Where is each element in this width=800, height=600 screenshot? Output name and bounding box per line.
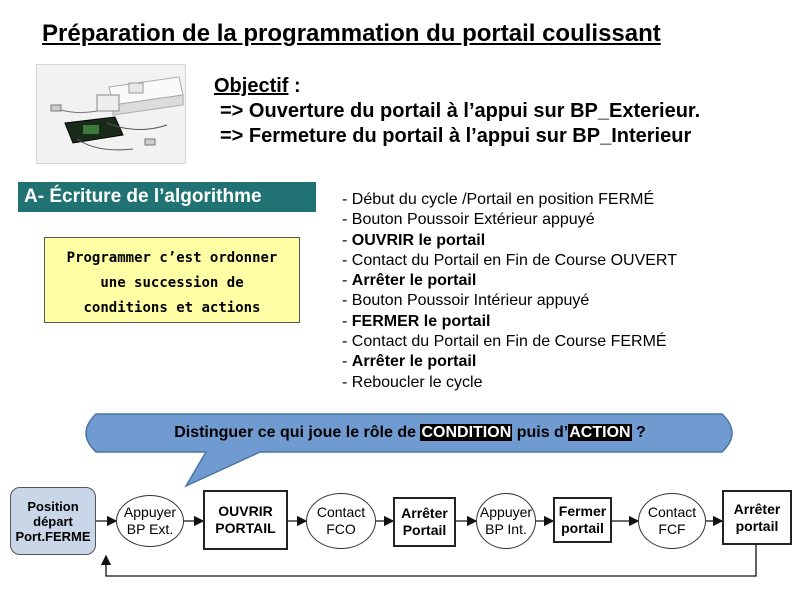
objective-line-close: => Fermeture du portail à l’appui sur BP_Interieur <box>220 125 692 147</box>
section-header: A- Écriture de l’algorithme <box>18 182 316 212</box>
step-item: - Arrêter le portail <box>342 353 477 371</box>
step-item: - FERMER le portail <box>342 312 491 330</box>
step-item: - Début du cycle /Portail en position FERMÉ <box>342 191 655 208</box>
objective-line-open: => Ouverture du portail à l’appui sur BP_Exterieur. <box>220 100 701 122</box>
step-item: - Arrêter le portail <box>342 272 477 290</box>
flow-node-action: Arrêter portail <box>722 490 792 545</box>
flow-node-action: Arrêter Portail <box>393 497 456 547</box>
step-item: - Bouton Poussoir Extérieur appuyé <box>342 211 595 229</box>
flow-node-action: OUVRIR PORTAIL <box>203 490 288 550</box>
objective-colon: : <box>288 75 301 97</box>
step-item: - Reboucler le cycle <box>342 373 483 391</box>
step-item: - Contact du Portail en Fin de Course OUVERT <box>342 251 677 269</box>
callout-text: Distinguer ce qui joue le rôle de CONDITION puis d’ACTION ? <box>174 424 646 441</box>
flow-node-condition: Appuyer BP Int. <box>476 493 536 549</box>
objective-label: Objectif <box>214 75 289 97</box>
flow-start-node: Position départ Port.FERME <box>10 487 96 555</box>
flow-node-condition: Contact FCO <box>306 493 376 549</box>
highlight-condition: CONDITION <box>421 424 512 441</box>
page-title: Préparation de la programmation du portail coulissant <box>42 20 661 47</box>
note-line: une succession de <box>100 275 244 291</box>
step-item: - Contact du Portail en Fin de Course FERMÉ <box>342 333 667 351</box>
note-line: conditions et actions <box>83 300 261 316</box>
step-item: - OUVRIR le portail <box>342 231 486 249</box>
highlight-action: ACTION <box>569 424 631 441</box>
note-line: Programmer c’est ordonner <box>66 250 278 266</box>
step-item: - Bouton Poussoir Intérieur appuyé <box>342 292 590 310</box>
flow-node-condition: Appuyer BP Ext. <box>116 495 184 547</box>
flow-node-condition: Contact FCF <box>638 493 706 549</box>
flow-node-action: Fermer portail <box>553 497 612 543</box>
